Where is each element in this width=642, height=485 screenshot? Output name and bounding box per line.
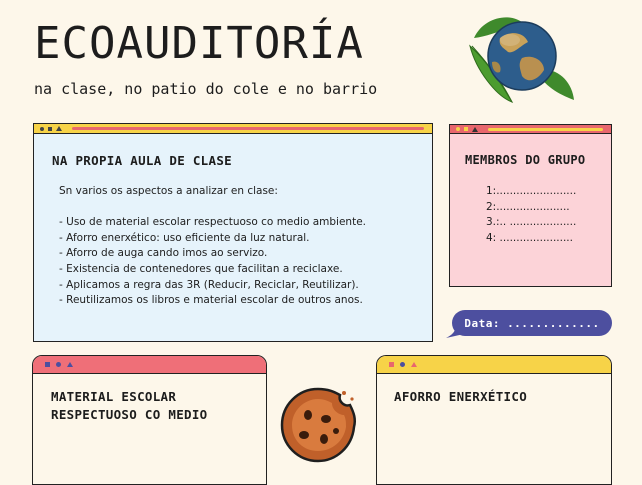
member-line[interactable]: 2:...................... (486, 200, 570, 213)
material-heading-line2: RESPECTUOSO CO MEDIO (51, 407, 208, 422)
aforro-window-bar (377, 356, 611, 374)
date-field[interactable]: Data: ............. (452, 310, 612, 336)
aula-heading: NA PROPIA AULA DE CLASE (52, 153, 232, 168)
member-line[interactable]: 4: ...................... (486, 231, 573, 244)
page-subtitle: na clase, no patio do cole e no barrio (34, 80, 378, 98)
list-item: - Aforro de auga cando imos ao servizo. (59, 246, 366, 262)
aula-list (59, 215, 366, 309)
aula-body (59, 184, 366, 309)
earth-leaves-icon (462, 10, 574, 118)
material-heading-line1: MATERIAL ESCOLAR (51, 389, 177, 404)
list-item: - Existencia de contenedores que facilitan a reciclaxe. (59, 262, 366, 278)
list-item: - Reutilizamos os libros e material escolar de outros anos. (59, 293, 366, 309)
member-line[interactable]: 3.:.. .................... (486, 216, 577, 228)
list-item: - Aplicamos a regra das 3R (Reducir, Reciclar, Reutilizar). (59, 278, 366, 294)
page-title: ECOAUDITORÍA (34, 18, 364, 69)
cookie-icon (278, 385, 358, 465)
membros-window (449, 124, 612, 287)
aula-window-bar (34, 124, 432, 134)
aula-intro: Sn varios os aspectos a analizar en clase: (59, 185, 278, 197)
membros-window-bar (450, 125, 611, 134)
membros-list (486, 184, 576, 246)
member-line[interactable]: 1:........................ (486, 185, 577, 197)
material-window (32, 355, 267, 485)
material-window-bar (33, 356, 266, 374)
membros-heading: MEMBROS DO GRUPO (465, 153, 586, 167)
material-heading (51, 388, 208, 424)
list-item: - Aforro enerxético: uso eficiente da luz natural. (59, 231, 366, 247)
aforro-window (376, 355, 612, 485)
list-item: - Uso de material escolar respectuoso co medio ambiente. (59, 215, 366, 231)
aula-window (33, 123, 433, 342)
aforro-heading: AFORRO ENERXÉTICO (394, 389, 528, 404)
